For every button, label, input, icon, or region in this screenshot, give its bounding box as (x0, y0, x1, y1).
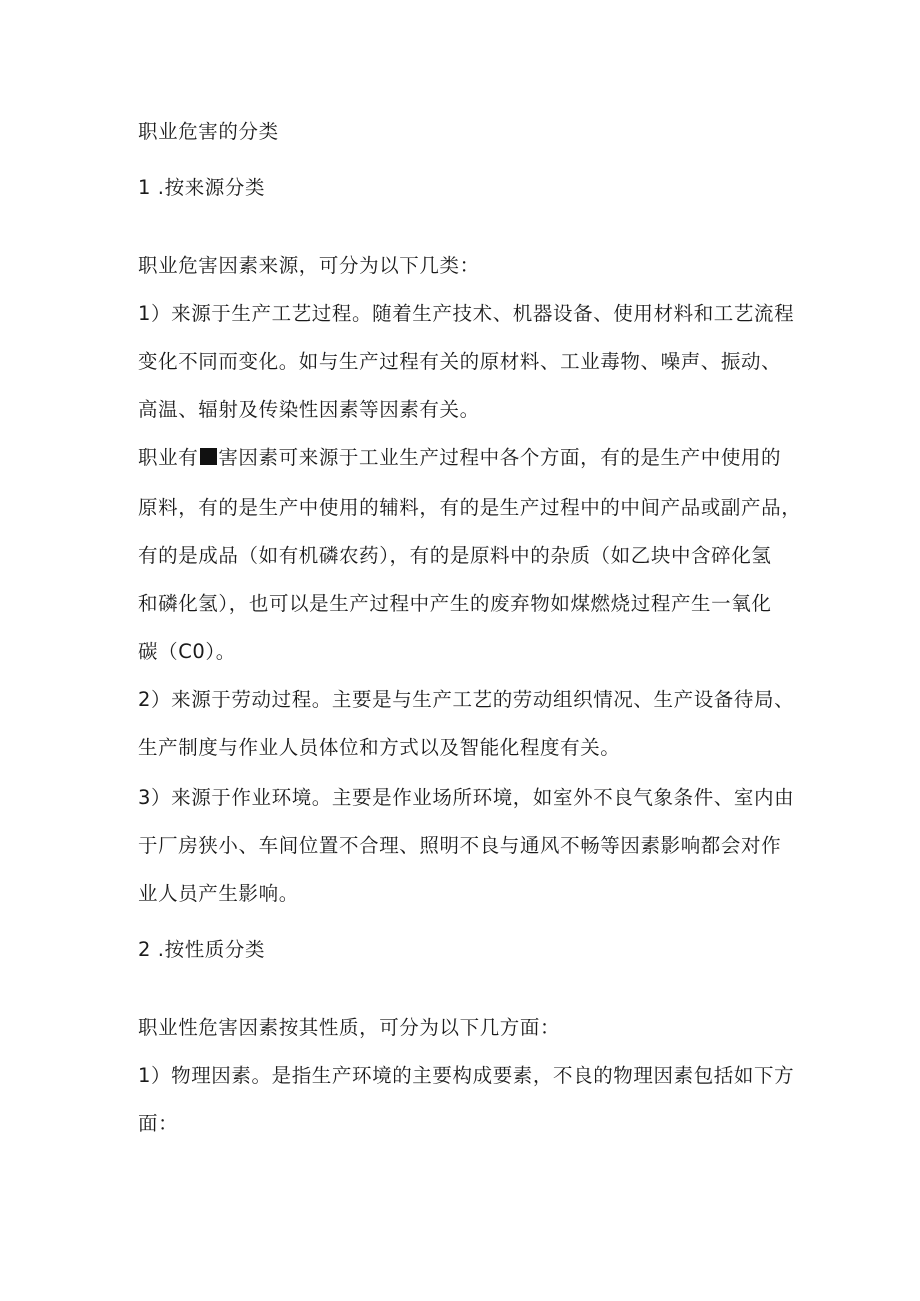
section-heading-nature: 2 .按性质分类 (138, 938, 266, 961)
item1-line1: 1）来源于生产工艺过程。随着生产技术、机器设备、使用材料和工艺流程 (138, 302, 795, 325)
section-heading-source: 1 .按来源分类 (138, 176, 266, 199)
paragraph-redacted-prefix: 职业有 (138, 446, 199, 469)
item1-line3: 高温、辐射及传染性因素等因素有关。 (138, 398, 480, 421)
section-intro-source: 职业危害因素来源，可分为以下几类： (138, 254, 480, 277)
paragraph-redacted-line3: 有的是成品（如有机磷农药），有的是原料中的杂质（如乙块中含碎化氢 (138, 544, 772, 567)
item2-line1: 2）来源于劳动过程。主要是与生产工艺的劳动组织情况、生产设备待局、 (138, 688, 795, 711)
section-intro-nature: 职业性危害因素按其性质，可分为以下几方面： (138, 1016, 561, 1039)
paragraph-redacted-suffix: 害因素可来源于工业生产过程中各个方面，有的是生产中使用的 (218, 446, 782, 469)
item3-line2: 于厂房狭小、车间位置不合理、照明不良与通风不畅等因素影响都会对作 (138, 834, 782, 857)
item2-line2: 生产制度与作业人员体位和方式以及智能化程度有关。 (138, 736, 621, 759)
item4-line2: 面： (138, 1112, 179, 1135)
paragraph-redacted-line2: 原料，有的是生产中使用的辅料，有的是生产过程中的中间产品或副产品， (138, 496, 802, 519)
item3-line1: 3）来源于作业环境。主要是作业场所环境，如室外不良气象条件、室内由 (138, 786, 795, 809)
document-title: 职业危害的分类 (138, 120, 279, 143)
paragraph-redacted-line5: 碳（C0）。 (138, 640, 236, 663)
redaction-block (200, 448, 217, 465)
paragraph-redacted-line4: 和磷化氢），也可以是生产过程中产生的废弃物如煤燃烧过程产生一氧化 (138, 592, 772, 615)
item3-line3: 业人员产生影响。 (138, 882, 299, 905)
item4-line1: 1）物理因素。是指生产环境的主要构成要素，不良的物理因素包括如下方 (138, 1064, 795, 1087)
item1-line2: 变化不同而变化。如与生产过程有关的原材料、工业毒物、噪声、振动、 (138, 350, 782, 373)
paragraph-redacted-line1 (138, 446, 781, 470)
